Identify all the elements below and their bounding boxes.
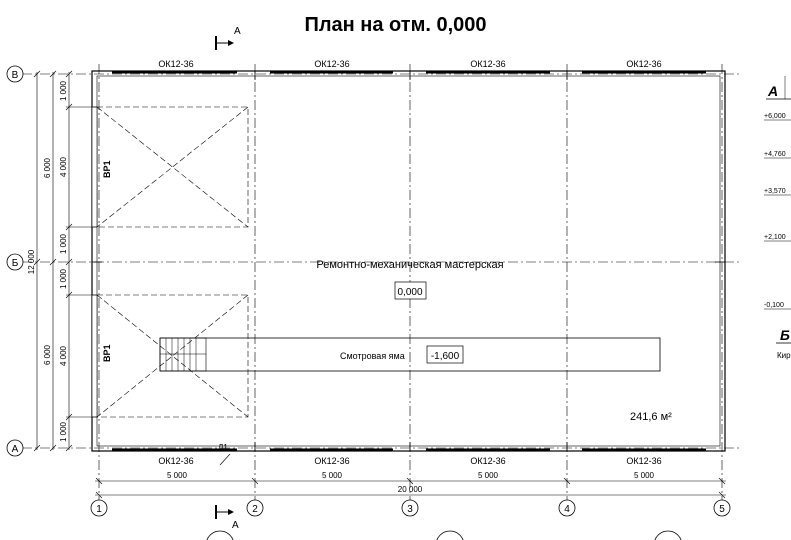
window-label-top-3: ОК12-36 — [470, 59, 506, 69]
window-label-bottom-1: ОК12-36 — [158, 456, 194, 466]
partial-bubble-2 — [436, 531, 464, 540]
level-5: -0,100 — [764, 302, 784, 309]
dim-left-inner-3: 1 000 — [59, 233, 68, 255]
dim-left-total: 12 000 — [27, 249, 36, 275]
window-label-bottom-2: ОК12-36 — [314, 456, 350, 466]
axis-label-b: Б — [11, 258, 19, 269]
dim-span-2: 5 000 — [321, 471, 343, 480]
axis-label-v: В — [11, 70, 19, 81]
section-letter: А — [768, 83, 779, 99]
room-area: 241,6 м² — [630, 411, 672, 423]
pit-level: -1,600 — [430, 351, 460, 362]
dim-left-outer-1: 6 000 — [43, 157, 52, 179]
axis-label-4: 4 — [564, 504, 570, 515]
letter-b: Б — [780, 327, 790, 343]
right-section-panel — [764, 76, 791, 360]
dim-left-inner-4: 1 000 — [59, 268, 68, 290]
axis-label-3: 3 — [407, 504, 413, 515]
dim-left-inner-2: 4 000 — [59, 156, 68, 178]
axis-label-2: 2 — [252, 504, 258, 515]
section-mark-top-label: А — [234, 26, 241, 37]
window-label-top-2: ОК12-36 — [314, 59, 350, 69]
dim-span-4: 5 000 — [633, 471, 655, 480]
level-1: +6,000 — [764, 113, 786, 120]
left-dimension-lines — [34, 71, 97, 451]
level-2: +4,760 — [764, 151, 786, 158]
right-text-fragment: Кир — [777, 351, 791, 360]
drawing-title: План на отм. 0,000 — [304, 14, 487, 36]
gate-label-lower: ВР1 — [102, 344, 112, 362]
level-3: +3,570 — [764, 188, 786, 195]
section-mark-bottom — [216, 505, 239, 531]
window-label-bottom-3: ОК12-36 — [470, 456, 506, 466]
dim-total: 20 000 — [397, 485, 423, 494]
dim-span-1: 5 000 — [166, 471, 188, 480]
gate-upper — [97, 107, 248, 227]
partial-bubble-3 — [654, 531, 682, 540]
axis-label-1: 1 — [96, 504, 102, 515]
dim-span-3: 5 000 — [477, 471, 499, 480]
pit-label: Смотровая яма — [340, 351, 405, 361]
dim-left-outer-2: 6 000 — [43, 344, 52, 366]
dim-left-inner-6: 1 000 — [59, 421, 68, 443]
dim-left-inner-5: 4 000 — [59, 345, 68, 367]
floor-level: 0,000 — [397, 287, 423, 298]
window-label-bottom-4: ОК12-36 — [626, 456, 662, 466]
section-mark-bottom-label: А — [232, 520, 239, 531]
room-name: Ремонтно-механическая мастерская — [316, 259, 504, 271]
window-label-top-4: ОК12-36 — [626, 59, 662, 69]
gate-label-upper: ВР1 — [102, 160, 112, 178]
dim-left-inner-1: 1 000 — [59, 80, 68, 102]
partial-bubble-1 — [206, 531, 234, 540]
gate-lower — [97, 295, 248, 417]
axis-label-5: 5 — [719, 504, 725, 515]
axis-label-a: А — [11, 444, 19, 455]
door-label: Д1 — [218, 443, 228, 452]
window-label-top-1: ОК12-36 — [158, 59, 194, 69]
section-mark-top — [216, 26, 241, 50]
level-4: +2,100 — [764, 234, 786, 241]
